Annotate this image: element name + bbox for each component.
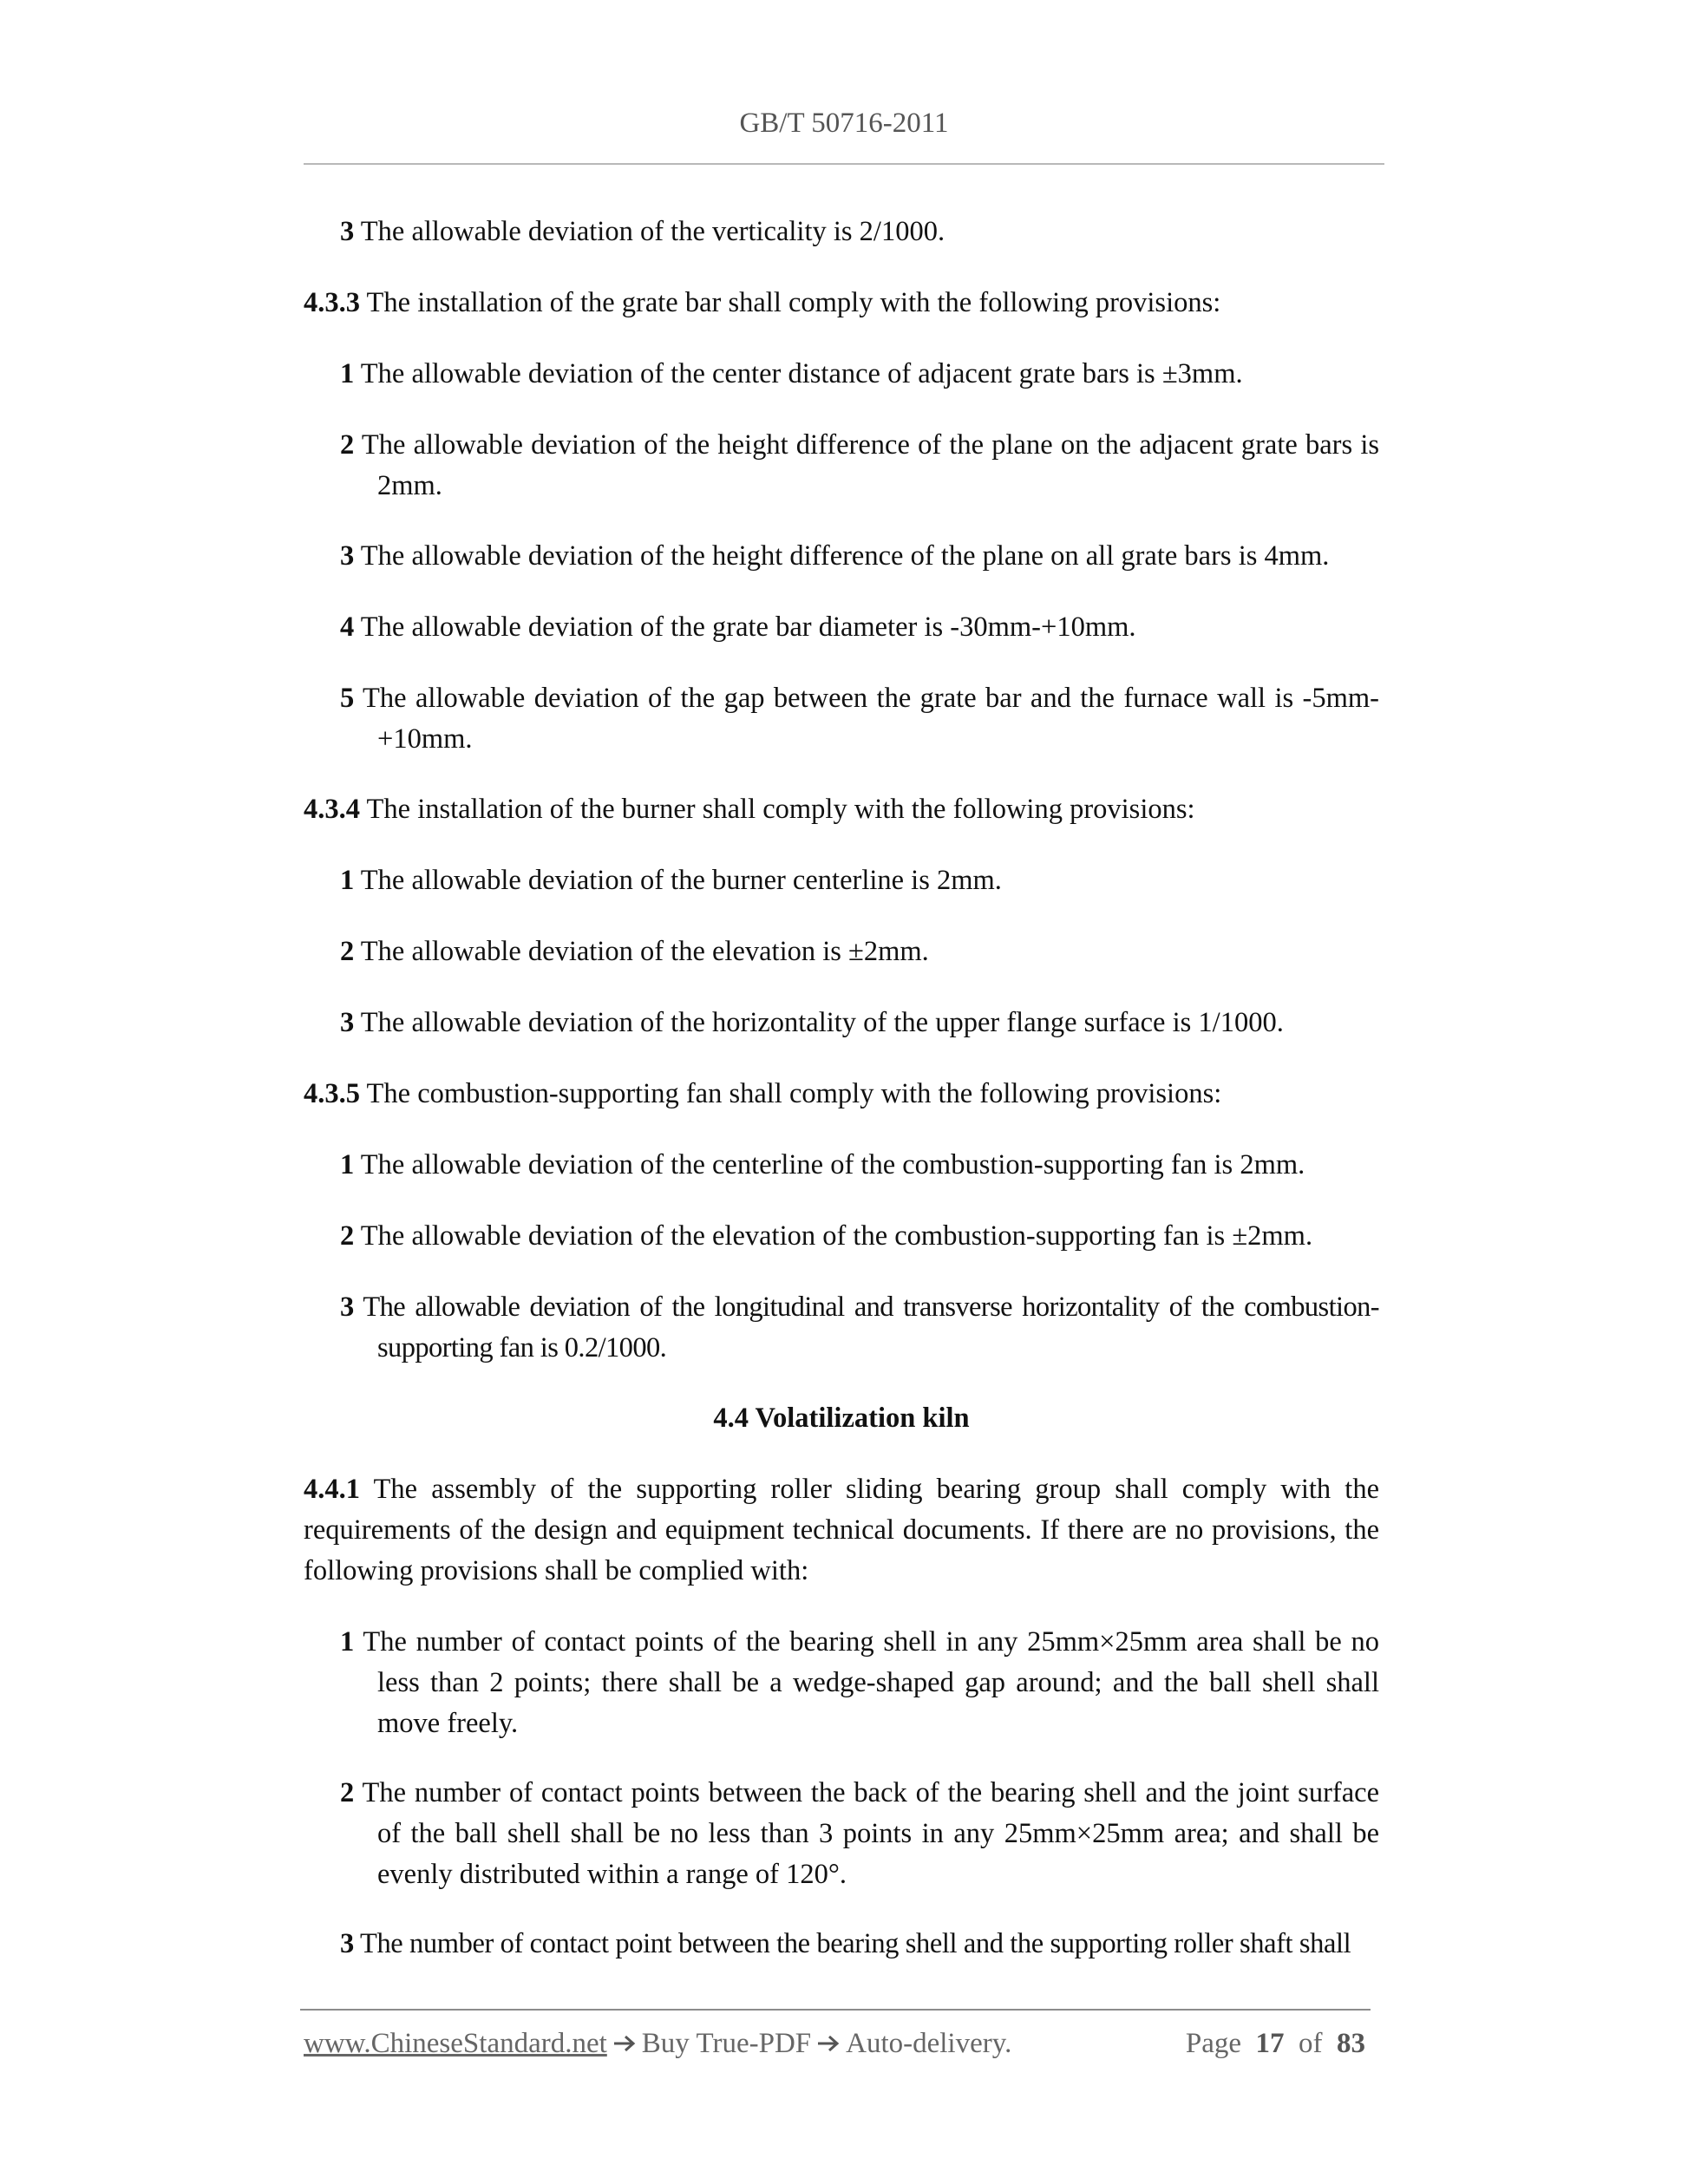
section-heading: 4.4 Volatilization kiln xyxy=(713,1403,970,1434)
auto-delivery-text: Auto-delivery. xyxy=(846,2028,1012,2059)
list-item: 2 The allowable deviation of the height difference of the plane on the adjacent grate bars is 2mm. xyxy=(340,429,1379,501)
list-item: 3 The allowable deviation of the horizontality of the upper flange surface is 1/1000. xyxy=(340,1007,1284,1038)
list-item: 2 The allowable deviation of the elevation of the combustion-supporting fan is ±2mm. xyxy=(340,1220,1313,1252)
clause-paragraph: 4.3.3 The installation of the grate bar shall comply with the following provisions: xyxy=(304,287,1221,318)
page-footer xyxy=(304,2028,1371,2068)
list-item: 3 The allowable deviation of the longitudinal and transverse horizontality of the combustion-supporting fan is 0.2/1000. xyxy=(340,1291,1379,1363)
clause-paragraph: 4.3.4 The installation of the burner shall comply with the following provisions: xyxy=(304,794,1195,825)
website-link[interactable]: www.ChineseStandard.net xyxy=(304,2028,607,2059)
arrow-right-icon xyxy=(612,2033,637,2054)
list-item: 3 The allowable deviation of the verticality is 2/1000. xyxy=(340,216,945,247)
total-pages: 83 xyxy=(1337,2028,1365,2059)
clause-paragraph: 4.4.1 The assembly of the supporting roller sliding bearing group shall comply with the requirements of the design and equipment technical documents. If there are no provisions, the following provisions shall be complied with: xyxy=(304,1474,1379,1586)
list-item: 2 The allowable deviation of the elevation is ±2mm. xyxy=(340,936,929,967)
list-item: 3 The allowable deviation of the height difference of the plane on all grate bars is 4mm. xyxy=(340,540,1330,572)
footer-divider xyxy=(300,2009,1371,2011)
clause-paragraph: 4.3.5 The combustion-supporting fan shall comply with the following provisions: xyxy=(304,1078,1222,1109)
header-divider xyxy=(304,163,1384,165)
list-item: 3 The number of contact point between the bearing shell and the supporting roller shaft shall xyxy=(340,1928,1351,1959)
buy-pdf-text: Buy True-PDF xyxy=(641,2028,812,2059)
list-item: 1 The allowable deviation of the burner centerline is 2mm. xyxy=(340,865,1002,896)
list-item: 1 The allowable deviation of the centerline of the combustion-supporting fan is 2mm. xyxy=(340,1149,1305,1180)
document-header: GB/T 50716-2011 xyxy=(739,108,949,139)
list-item: 4 The allowable deviation of the grate bar diameter is -30mm-+10mm. xyxy=(340,611,1136,643)
page-indicator: Page 17 of 83 xyxy=(1185,2028,1365,2059)
current-page: 17 xyxy=(1255,2028,1285,2059)
list-item: 1 The allowable deviation of the center distance of adjacent grate bars is ±3mm. xyxy=(340,358,1243,389)
list-item: 2 The number of contact points between the back of the bearing shell and the joint surface of the ball shell shall be no less than 3 points in any 25mm×25mm area; and shall be evenly distributed within a range of 120°. xyxy=(340,1777,1379,1890)
list-item: 5 The allowable deviation of the gap between the grate bar and the furnace wall is -5mm-+10mm. xyxy=(340,683,1379,755)
arrow-right-icon xyxy=(816,2033,841,2054)
footer-links xyxy=(304,2028,1011,2060)
list-item: 1 The number of contact points of the bearing shell in any 25mm×25mm area shall be no less than 2 points; there shall be a wedge-shaped gap around; and the ball shell shall move freely. xyxy=(340,1626,1379,1739)
